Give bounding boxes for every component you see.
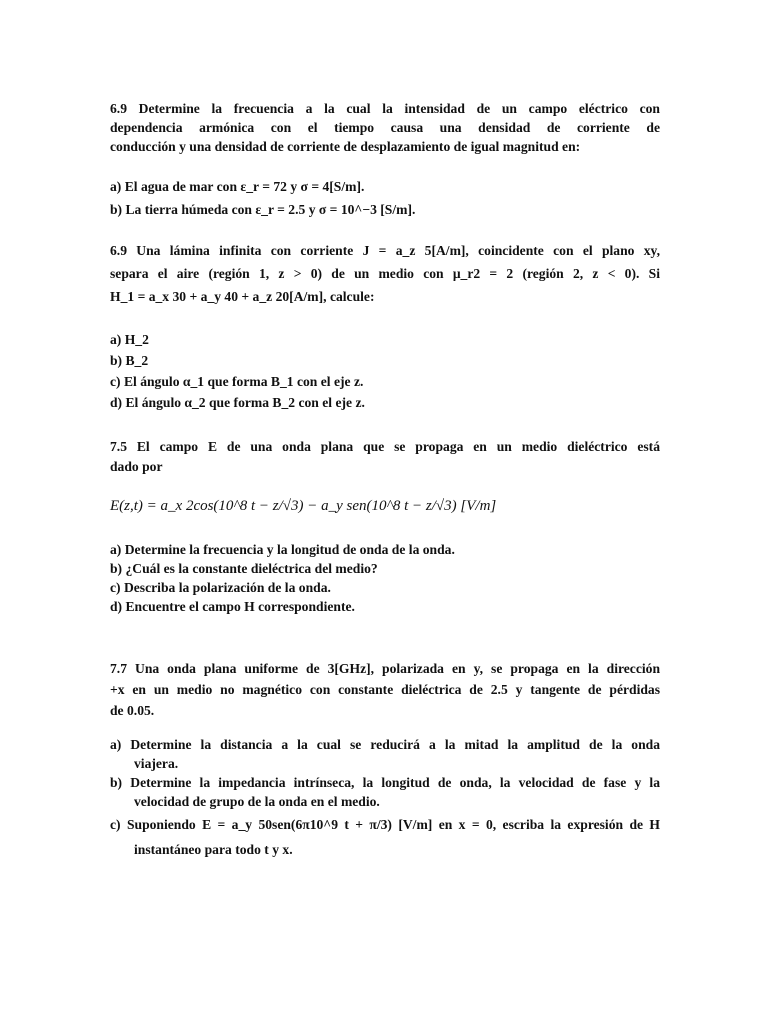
item-b-continuation: velocidad de grupo de la onda en el medio. (134, 794, 380, 809)
problem-intro-line: 6.9 Determine la frecuencia a la cual la intensidad de un campo eléctrico con (110, 101, 660, 116)
problem-intro-line: +x en un medio no magnético con constante dieléctrica de 2.5 y tangente de pérdidas (110, 682, 660, 697)
item-a: a) H_2 (110, 332, 149, 347)
item-c-continuation: instantáneo para todo t y x. (134, 842, 293, 857)
problem-6-9-frecuencia (110, 99, 660, 156)
problem-6-9-items (110, 175, 660, 221)
problem-intro-line: dado por (110, 459, 163, 474)
problem-6-9-lamina-items (110, 329, 660, 413)
problem-intro-line: conducción y una densidad de corriente de desplazamiento de igual magnitud en: (110, 139, 581, 154)
problem-intro-line: 7.5 El campo E de una onda plana que se propaga en un medio dieléctrico está (110, 439, 660, 454)
item-b: b) La tierra húmeda con ε_r = 2.5 y σ = 10^−3 [S/m]. (110, 202, 416, 217)
item-b: b) B_2 (110, 353, 149, 368)
problem-intro-line: 6.9 Una lámina infinita con corriente J = a_z 5[A/m], coincidente con el plano xy, (110, 243, 660, 258)
field-equation: E(z,t) = a_x 2cos(10^8 t − z/√3) − a_y sen(10^8 t − z/√3) [V/m] (110, 498, 497, 514)
item-b: b) Determine la impedancia intrínseca, la longitud de onda, la velocidad de fase y la (110, 775, 660, 790)
item-a: a) Determine la distancia a la cual se reducirá a la mitad la amplitud de la onda (110, 737, 660, 752)
item-a: a) Determine la frecuencia y la longitud de onda de la onda. (110, 542, 455, 557)
problem-7-7 (110, 658, 660, 721)
problem-7-5-items (110, 540, 660, 616)
item-c: c) Suponiendo E = a_y 50sen(6π10^9 t + π/3) [V/m] en x = 0, escriba la expresión de H (110, 817, 660, 832)
problem-intro-line: dependencia armónica con el tiempo causa una densidad de corriente de (110, 120, 660, 135)
problem-6-9-lamina (110, 239, 660, 308)
problem-intro-line: H_1 = a_x 30 + a_y 40 + a_z 20[A/m], calcule: (110, 289, 375, 304)
item-d: d) Encuentre el campo H correspondiente. (110, 599, 355, 614)
problem-7-7-items (110, 735, 660, 859)
item-c: c) El ángulo α_1 que forma B_1 con el eje z. (110, 374, 364, 389)
item-b: b) ¿Cuál es la constante dieléctrica del medio? (110, 561, 378, 576)
problem-intro-line: separa el aire (región 1, z > 0) de un medio con μ_r2 = 2 (región 2, z < 0). Si (110, 266, 660, 281)
problem-intro-line: 7.7 Una onda plana uniforme de 3[GHz], polarizada en y, se propaga en la dirección (110, 661, 660, 676)
item-a-continuation: viajera. (134, 756, 179, 771)
problem-7-5 (110, 437, 660, 477)
item-a: a) El agua de mar con ε_r = 72 y σ = 4[S/m]. (110, 179, 365, 194)
problem-intro-line: de 0.05. (110, 703, 155, 718)
item-c: c) Describa la polarización de la onda. (110, 580, 331, 595)
problem-7-5-formula (110, 496, 660, 516)
item-d: d) El ángulo α_2 que forma B_2 con el eje z. (110, 395, 365, 410)
